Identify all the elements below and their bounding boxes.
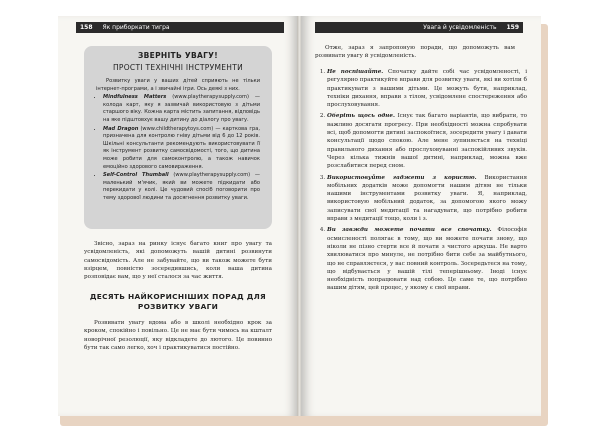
tip-text: Використання мобільних додатків може допомогти нашим дітям не тільки нашими інструментами розвитку уваги. Я, наприклад, використовую мобільний додаток, за допомогою якого можу записувати свої медитації та нагадувати, що потрібно робити вправи з медитації тощо, коли і з. [327, 174, 527, 223]
box-intro: Розвитку уваги у ваших дітей сприяють не тільки інтернет-програми, а і звичайні ігри. Ось деякі з них. [96, 78, 260, 92]
tips-list [315, 68, 527, 296]
left-paragraph-2 [84, 319, 272, 352]
right-page [301, 16, 541, 416]
paragraph-text: Розвивати увагу вдома або в школі необхідно крок за кроком, спокійно і повільно. Це не має бути чимось на кшталт новорічної резолюції, яку відкладете до лютого. Це повинно бути так само легко, хоч і практикуватися постійно. [84, 320, 272, 351]
tip-lead: Оберіть щось одне. [327, 113, 395, 120]
tip-lead: Не поспішайте. [327, 69, 384, 75]
tip-text: Філософія осмисленості полягає в тому, що ви можете почати знову, що ніколи не пізно стерти все й почати з чистого аркуша. Не варто хвилюватися про минуле, не потрібно бити себе за майбутнього, що не справляєтеся, у вас повний контроль. Зосередьтеся на тому, що відбувається у вашій тілі теперішньому. Іноді існує необхідність попрацювати над собою. Це саме те, що потрібно вашим дітям, цей процес, у якому є свої вправи. [327, 227, 527, 292]
tip-item [327, 68, 527, 109]
box-body [96, 78, 260, 203]
box-item [103, 172, 260, 202]
box-item-text: (www.playtherapysupply.com) — колода карт, яку я зазвичай використовую з дітьми старшого віку. Кожна карта містить запитання, відповідь на яке підштовхує вашу дитину до діалогу про увагу. [103, 94, 260, 123]
right-running-title: Увага й усвідомленість [423, 24, 497, 31]
box-item-name: Mad Dragon [103, 125, 139, 132]
box-item-list [96, 94, 260, 202]
tip-text: Спочатку дайте собі час усвідомленості, і регулярно практикуйте вправи для розвитку уваги, які ви хотіли б практикувати з вашими дітьми. Це можуть бути, наприклад, техніки дихання, вправи з тілом, усвідомлене спостереження або прослуховування. [327, 69, 527, 109]
right-running-header [315, 22, 523, 33]
box-item [103, 126, 260, 172]
box-subtitle: ПРОСТІ ТЕХНІЧНІ ІНСТРУМЕНТИ [112, 63, 244, 72]
left-running-title: Як приборкати тигра [102, 24, 170, 31]
tip-text: Існує так багато варіантів, що вибрати, то важливо досягати прогресу. При необхідності можна спробувати всі, щоб допомогти дитині заспокоїтися, зосередити увагу і давати консультації щодо спокою. Але мене зупиняється на техніці правильного дихання або прослуховуванні заспокійливих звуків. Через кілька тижнів вашої дитині, наприклад, можна вже розслабитися перед сном. [327, 113, 527, 170]
box-item-text: (www.playtherapysupply.com) — маленький м'ячик, який ви можете підкидати або перекидати у колі. Це чудовий спосіб поговорити про тему здорової людини та досягнення розвитку уваги. [103, 172, 260, 201]
left-paragraph-1 [84, 240, 272, 281]
left-page-number: 158 [80, 24, 93, 31]
right-page-number: 159 [506, 24, 519, 31]
paragraph-text: Звісно, зараз на ринку існує багато книг про увагу та усвідомленість, які допоможуть вашій дитині розвинути самосвідомість. Але не забувайте, що ви також можете бути взірцем, повністю зосередившись, коли ваша дитина розповідає вам, що у неї сталося за час життя. [84, 241, 272, 281]
tip-lead: Ви завжди можете почати все спочатку. [327, 227, 492, 234]
box-item [103, 94, 260, 124]
tip-item [327, 112, 527, 170]
box-item-text: (www.childtherapytoys.com) — карткова гра, призначена для контролю гніву дітьми від 6 до 12 років. Шкільні консультанти рекомендують використовувати її як інструмент розвитку самосвідомості, того, що дитина може робити для самоконтролю, а також навичок емоційно здорового самовираження. [103, 125, 260, 170]
tip-lead: Використовуйте гаджети з користю. [327, 174, 477, 181]
paragraph-text: Отже, зараз я запропоную поради, що допоможуть вам розвивати увагу й усвідомленість. [315, 45, 515, 60]
box-item-name: Mindfulness Matters [103, 94, 167, 101]
open-book [58, 16, 542, 424]
left-running-header [76, 22, 284, 33]
left-page [58, 16, 298, 416]
right-intro [315, 44, 515, 61]
section-heading: ДЕСЯТЬ НАЙКОРИСНІШИХ ПОРАД ДЛЯ РОЗВИТКУ УВАГИ [89, 292, 267, 311]
tip-item [327, 174, 527, 224]
tip-item [327, 226, 527, 292]
attention-box [84, 46, 272, 229]
box-title: ЗВЕРНІТЬ УВАГУ! [138, 51, 218, 60]
box-item-name: Self-Control Thumball [103, 172, 169, 179]
